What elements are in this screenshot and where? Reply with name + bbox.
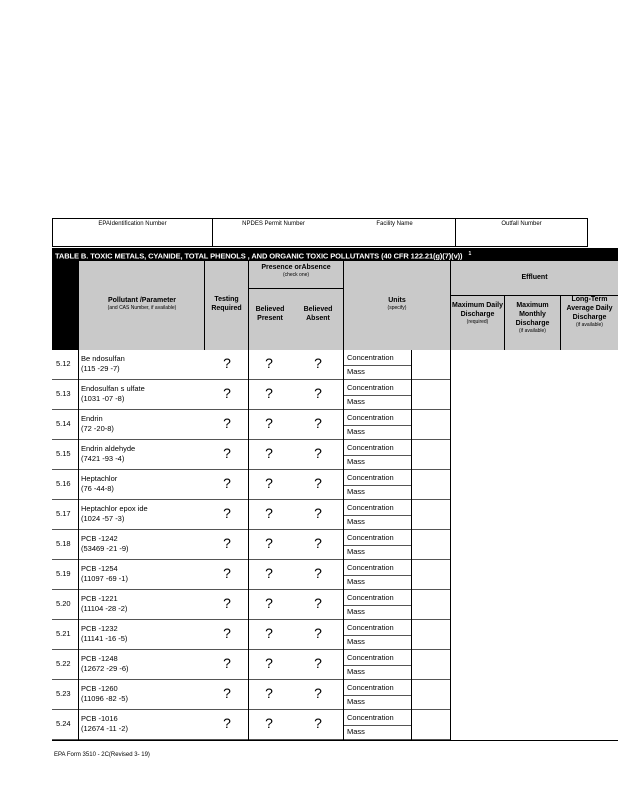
believed-present-checkbox[interactable]: ? [265, 505, 273, 521]
pollutant-name [81, 684, 128, 704]
unit-concentration-label: Concentration [347, 353, 394, 362]
cas-number: (72 -20-8) [81, 424, 114, 433]
table-title-banner [52, 248, 618, 261]
pollutant-name [81, 354, 125, 374]
identification-bar [52, 218, 588, 247]
unit-concentration-label: Concentration [347, 593, 394, 602]
pollutant-label: Heptachlor [81, 474, 118, 483]
pollutant-name [81, 654, 129, 674]
believed-absent-checkbox[interactable]: ? [314, 535, 322, 551]
pollutant-label: PCB -1242 [81, 534, 118, 543]
believed-absent-checkbox[interactable]: ? [314, 505, 322, 521]
testing-required-checkbox[interactable]: ? [223, 475, 231, 491]
cas-number: (53469 -21 -9) [81, 544, 129, 553]
table-row [52, 500, 618, 530]
pollutant-label: Heptachlor epox ide [81, 504, 148, 513]
pollutant-label: PCB -1254 [81, 564, 118, 573]
testing-required-checkbox[interactable]: ? [223, 715, 231, 731]
pollutant-name [81, 444, 135, 464]
believed-present-checkbox[interactable]: ? [265, 445, 273, 461]
unit-mass-label: Mass [347, 667, 365, 676]
pollutant-name [81, 474, 117, 494]
row-number: 5.13 [56, 389, 71, 398]
pollutant-label: Endrin aldehyde [81, 444, 136, 453]
unit-mass-label: Mass [347, 637, 365, 646]
testing-required-header: Testing Required [211, 296, 242, 312]
believed-present-checkbox[interactable]: ? [265, 655, 273, 671]
believed-present-checkbox[interactable]: ? [265, 415, 273, 431]
believed-present-checkbox[interactable]: ? [265, 565, 273, 581]
unit-concentration-label: Concentration [347, 683, 394, 692]
unit-concentration-label: Concentration [347, 623, 394, 632]
testing-required-checkbox[interactable]: ? [223, 355, 231, 371]
pollutant-name [81, 714, 128, 734]
believed-present-checkbox[interactable]: ? [265, 475, 273, 491]
pollutant-label: PCB -1260 [81, 684, 118, 693]
believed-present-checkbox[interactable]: ? [265, 385, 273, 401]
effluent-header: Effluent [521, 274, 548, 281]
unit-mass-label: Mass [347, 517, 365, 526]
table-row [52, 440, 618, 470]
believed-absent-checkbox[interactable]: ? [314, 475, 322, 491]
believed-absent-checkbox[interactable]: ? [314, 685, 322, 701]
row-number: 5.21 [56, 629, 71, 638]
believed-present-checkbox[interactable]: ? [265, 355, 273, 371]
max-daily-header: Maximum Daily Discharge (required) [452, 302, 503, 325]
table-header [52, 261, 618, 350]
row-number: 5.16 [56, 479, 71, 488]
table-row [52, 530, 618, 560]
cas-number: (115 -29 -7) [81, 364, 120, 373]
table-title: TABLE B. TOXIC METALS, CYANIDE, TOTAL PHENOLS , AND ORGANIC TOXIC POLLUTANTS (40 CFR 122.21(g)(7)(v)) [55, 251, 463, 261]
cas-number: (12672 -29 -6) [81, 664, 129, 673]
row-number: 5.12 [56, 359, 71, 368]
pollutant-label: PCB -1248 [81, 654, 118, 663]
believed-present-checkbox[interactable]: ? [265, 625, 273, 641]
unit-mass-label: Mass [347, 577, 365, 586]
pollutant-header: Pollutant /Parameter (and CAS Number, if available) [107, 297, 177, 311]
testing-required-checkbox[interactable]: ? [223, 685, 231, 701]
npdes-permit-field[interactable]: NPDES Permit Number [242, 221, 305, 227]
pollutant-label: PCB -1221 [81, 594, 118, 603]
unit-mass-label: Mass [347, 367, 365, 376]
form-footer: EPA Form 3510 - 2C(Revised 3- 19) [54, 752, 150, 758]
believed-absent-checkbox[interactable]: ? [314, 715, 322, 731]
row-number: 5.20 [56, 599, 71, 608]
testing-required-checkbox[interactable]: ? [223, 595, 231, 611]
units-header: Units (specify) [387, 297, 407, 311]
cas-number: (76 -44-8) [81, 484, 114, 493]
believed-absent-header: Believed Absent [303, 306, 333, 322]
row-number: 5.19 [56, 569, 71, 578]
unit-mass-label: Mass [347, 697, 365, 706]
cas-number: (1024 -57 -3) [81, 514, 125, 523]
testing-required-checkbox[interactable]: ? [223, 655, 231, 671]
testing-required-checkbox[interactable]: ? [223, 385, 231, 401]
table-row [52, 350, 618, 380]
believed-present-checkbox[interactable]: ? [265, 595, 273, 611]
cas-number: (11096 -82 -5) [81, 694, 128, 703]
unit-concentration-label: Concentration [347, 473, 394, 482]
max-monthly-header: Maximum Monthly Discharge (if available) [515, 302, 550, 334]
table-row [52, 410, 618, 440]
cas-number: (11097 -69 -1) [81, 574, 128, 583]
testing-required-checkbox[interactable]: ? [223, 625, 231, 641]
table-row [52, 560, 618, 590]
cas-number: (7421 -93 -4) [81, 454, 125, 463]
row-number: 5.14 [56, 419, 71, 428]
unit-mass-label: Mass [347, 397, 365, 406]
believed-present-header: Believed Present [255, 306, 285, 322]
unit-concentration-label: Concentration [347, 443, 394, 452]
believed-present-checkbox[interactable]: ? [265, 685, 273, 701]
unit-concentration-label: Concentration [347, 653, 394, 662]
table-row [52, 680, 618, 710]
believed-absent-checkbox[interactable]: ? [314, 655, 322, 671]
believed-present-checkbox[interactable]: ? [265, 535, 273, 551]
pollutant-label: PCB -1016 [81, 714, 118, 723]
pollutant-label: Endrin [81, 414, 103, 423]
unit-concentration-label: Concentration [347, 503, 394, 512]
pollutant-label: Endosulfan s ulfate [81, 384, 145, 393]
table-row [52, 650, 618, 680]
unit-concentration-label: Concentration [347, 413, 394, 422]
unit-concentration-label: Concentration [347, 713, 394, 722]
believed-absent-checkbox[interactable]: ? [314, 565, 322, 581]
believed-absent-checkbox[interactable]: ? [314, 385, 322, 401]
unit-concentration-label: Concentration [347, 563, 394, 572]
table-row [52, 470, 618, 500]
pollutant-name [81, 414, 114, 434]
pollutant-label: PCB -1232 [81, 624, 118, 633]
facility-name-field[interactable]: Facility Name [376, 221, 413, 227]
footnote-marker: 1 [468, 251, 472, 257]
row-number: 5.23 [56, 689, 71, 698]
table-row [52, 710, 618, 740]
presence-absence-header: Presence orAbsence (check one) [261, 264, 331, 278]
outfall-number-field[interactable]: Outfall Number [455, 219, 587, 246]
believed-absent-checkbox[interactable]: ? [314, 415, 322, 431]
believed-absent-checkbox[interactable]: ? [314, 355, 322, 371]
unit-concentration-label: Concentration [347, 533, 394, 542]
pollutant-name [81, 624, 127, 644]
cas-number: (12674 -11 -2) [81, 724, 128, 733]
unit-mass-label: Mass [347, 607, 365, 616]
cas-number: (1031 -07 -8) [81, 394, 125, 403]
testing-required-checkbox[interactable]: ? [223, 535, 231, 551]
npdes-facility-group [213, 219, 455, 246]
testing-required-checkbox[interactable]: ? [223, 415, 231, 431]
pollutant-name [81, 564, 128, 584]
believed-absent-checkbox[interactable]: ? [314, 595, 322, 611]
cas-number: (11104 -28 -2) [81, 604, 128, 613]
row-number: 5.22 [56, 659, 71, 668]
testing-required-checkbox[interactable]: ? [223, 445, 231, 461]
table-row [52, 590, 618, 620]
unit-mass-label: Mass [347, 457, 365, 466]
believed-absent-checkbox[interactable]: ? [314, 445, 322, 461]
unit-mass-label: Mass [347, 487, 365, 496]
pollutant-name [81, 534, 129, 554]
table-row [52, 380, 618, 410]
pollutant-name [81, 384, 145, 404]
pollutant-name [81, 594, 127, 614]
epa-id-field[interactable]: EPAIdentification Number [53, 219, 213, 246]
table-row [52, 620, 618, 650]
believed-present-checkbox[interactable]: ? [265, 715, 273, 731]
unit-mass-label: Mass [347, 727, 365, 736]
testing-required-checkbox[interactable]: ? [223, 565, 231, 581]
unit-mass-label: Mass [347, 427, 365, 436]
unit-mass-label: Mass [347, 547, 365, 556]
row-number: 5.18 [56, 539, 71, 548]
testing-required-checkbox[interactable]: ? [223, 505, 231, 521]
pollutant-label: Be ndosulfan [81, 354, 125, 363]
unit-concentration-label: Concentration [347, 383, 394, 392]
cas-number: (11141 -16 -5) [81, 634, 128, 643]
row-number: 5.15 [56, 449, 71, 458]
row-number: 5.24 [56, 719, 71, 728]
row-number: 5.17 [56, 509, 71, 518]
believed-absent-checkbox[interactable]: ? [314, 625, 322, 641]
pollutant-name [81, 504, 148, 524]
long-term-avg-header: Long-Term Average Daily Discharge (if available) [566, 296, 613, 328]
